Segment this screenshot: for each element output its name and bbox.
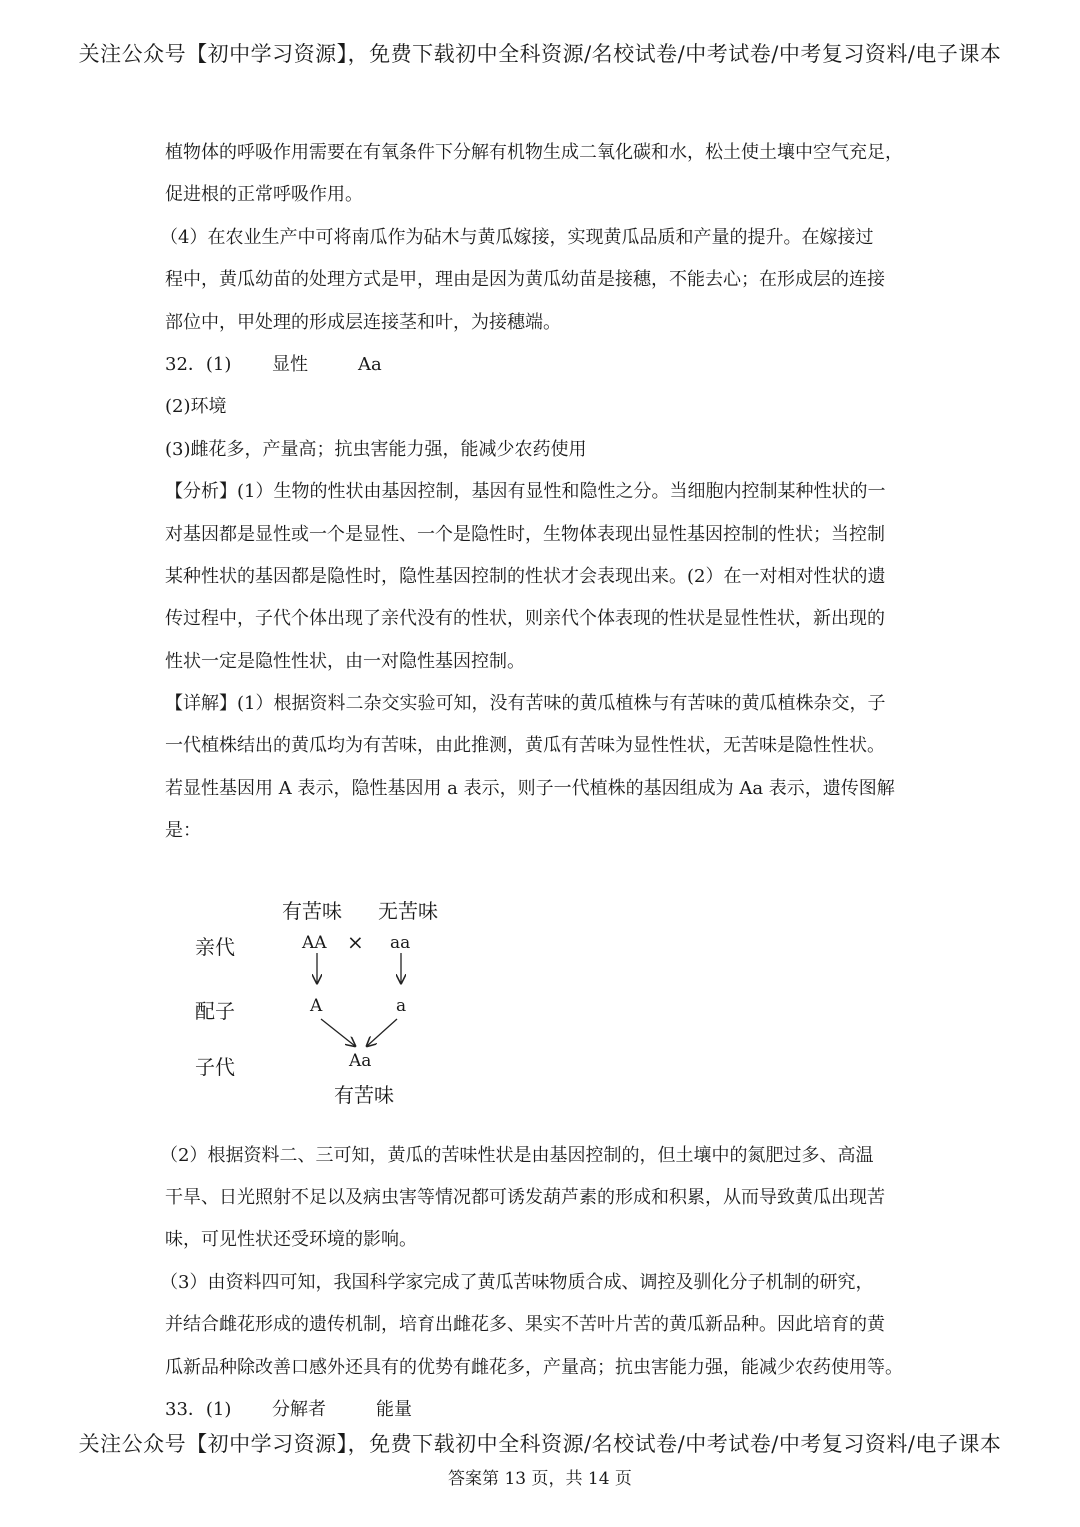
text-line: 是： xyxy=(165,820,201,842)
q33-answer-1: 分解者 xyxy=(272,1398,326,1420)
text-line: (2)环境 xyxy=(165,396,227,418)
offspring-genotype: Aa xyxy=(349,1050,372,1071)
text-line: 性状一定是隐性性状，由一对隐性基因控制。 xyxy=(165,650,525,672)
label-offspring: 子代 xyxy=(195,1054,235,1079)
text-line: （2）根据资料二、三可知，黄瓜的苦味性状是由基因控制的，但土壤中的氮肥过多、高温 xyxy=(160,1144,874,1166)
text-line: （3）由资料四可知，我国科学家完成了黄瓜苦味物质合成、调控及驯化分子机制的研究， xyxy=(160,1271,874,1293)
text-line: 部位中，甲处理的形成层连接茎和叶，为接穗端。 xyxy=(165,311,561,333)
header-banner: 关注公众号【初中学习资源】，免费下载初中全科资源/名校试卷/中考试卷/中考复习资料/电子课本 xyxy=(78,42,1002,66)
parent-left-genotype: AA xyxy=(302,932,327,953)
footer-banner: 关注公众号【初中学习资源】，免费下载初中全科资源/名校试卷/中考试卷/中考复习资料/电子课本 xyxy=(78,1432,1002,1456)
q33-answer-2: 能量 xyxy=(376,1398,412,1420)
cross-symbol: × xyxy=(347,929,364,954)
q32-answer-2: Aa xyxy=(358,353,382,375)
text-line: 植物体的呼吸作用需要在有氧条件下分解有机物生成二氧化碳和水，松土使土壤中空气充足， xyxy=(165,142,903,163)
text-line: 对基因都是显性或一个是显性、一个是隐性时，生物体表现出显性基因控制的性状；当控制 xyxy=(165,523,885,545)
q33-number: 33．(1) xyxy=(165,1398,232,1420)
text-line: 程中，黄瓜幼苗的处理方式是甲，理由是因为黄瓜幼苗是接穗，不能去心；在形成层的连接 xyxy=(165,269,885,291)
q32-answer xyxy=(165,344,955,386)
label-parent: 亲代 xyxy=(195,934,235,959)
arrow-gamete-left-cross xyxy=(321,1019,355,1046)
q32-number: 32．(1) xyxy=(165,353,232,375)
text-line: 促进根的正常呼吸作用。 xyxy=(165,184,363,206)
answer-content xyxy=(160,132,955,1431)
offspring-phenotype: 有苦味 xyxy=(334,1082,394,1107)
text-line: （4）在农业生产中可将南瓜作为砧木与黄瓜嫁接，实现黄瓜品质和产量的提升。在嫁接过 xyxy=(160,226,874,248)
label-gamete: 配子 xyxy=(195,998,235,1023)
text-line: 若显性基因用 A 表示，隐性基因用 a 表示，则子一代植株的基因组成为 Aa 表示，遗传图解 xyxy=(165,777,895,799)
text-line: (3)雌花多，产量高；抗虫害能力强，能减少农药使用 xyxy=(165,438,587,460)
text-line: 一代植株结出的黄瓜均为有苦味，由此推测，黄瓜有苦味为显性性状，无苦味是隐性性状。 xyxy=(165,735,885,757)
text-line: 【分析】(1）生物的性状由基因控制，基因有显性和隐性之分。当细胞内控制某种性状的一 xyxy=(165,481,886,503)
genetic-diagram xyxy=(165,853,955,1135)
q32-answer-1: 显性 xyxy=(272,353,308,375)
gamete-left: A xyxy=(310,995,323,1016)
text-line: 瓜新品种除改善口感外还具有的优势有雌花多，产量高；抗虫害能力强，能减少农药使用等。 xyxy=(165,1356,903,1378)
phenotype-right: 无苦味 xyxy=(378,898,438,923)
paragraph-block-mid xyxy=(165,386,955,852)
q33-answer xyxy=(165,1389,955,1431)
paragraph-block-before xyxy=(160,132,955,344)
text-line: 味，可见性状还受环境的影响。 xyxy=(165,1229,417,1251)
text-line: 【详解】(1）根据资料二杂交实验可知，没有苦味的黄瓜植株与有苦味的黄瓜植株杂交，子 xyxy=(165,693,886,715)
arrow-gamete-right-cross xyxy=(367,1019,397,1046)
phenotype-left: 有苦味 xyxy=(282,898,342,923)
parent-right-genotype: aa xyxy=(390,932,411,953)
text-line: 某种性状的基因都是隐性时，隐性基因控制的性状才会表现出来。(2）在一对相对性状的遗 xyxy=(165,565,886,587)
gamete-right: a xyxy=(396,995,407,1016)
text-line: 并结合雌花形成的遗传机制，培育出雌花多、果实不苦叶片苦的黄瓜新品种。因此培育的黄 xyxy=(165,1314,885,1336)
paragraph-block-after xyxy=(160,1135,955,1389)
text-line: 传过程中，子代个体出现了亲代没有的性状，则亲代个体表现的性状是显性性状，新出现的 xyxy=(165,608,885,630)
text-line: 干旱、日光照射不足以及病虫害等情况都可诱发葫芦素的形成和积累，从而导致黄瓜出现苦 xyxy=(165,1187,885,1209)
page-number: 答案第 13 页，共 14 页 xyxy=(448,1469,632,1489)
